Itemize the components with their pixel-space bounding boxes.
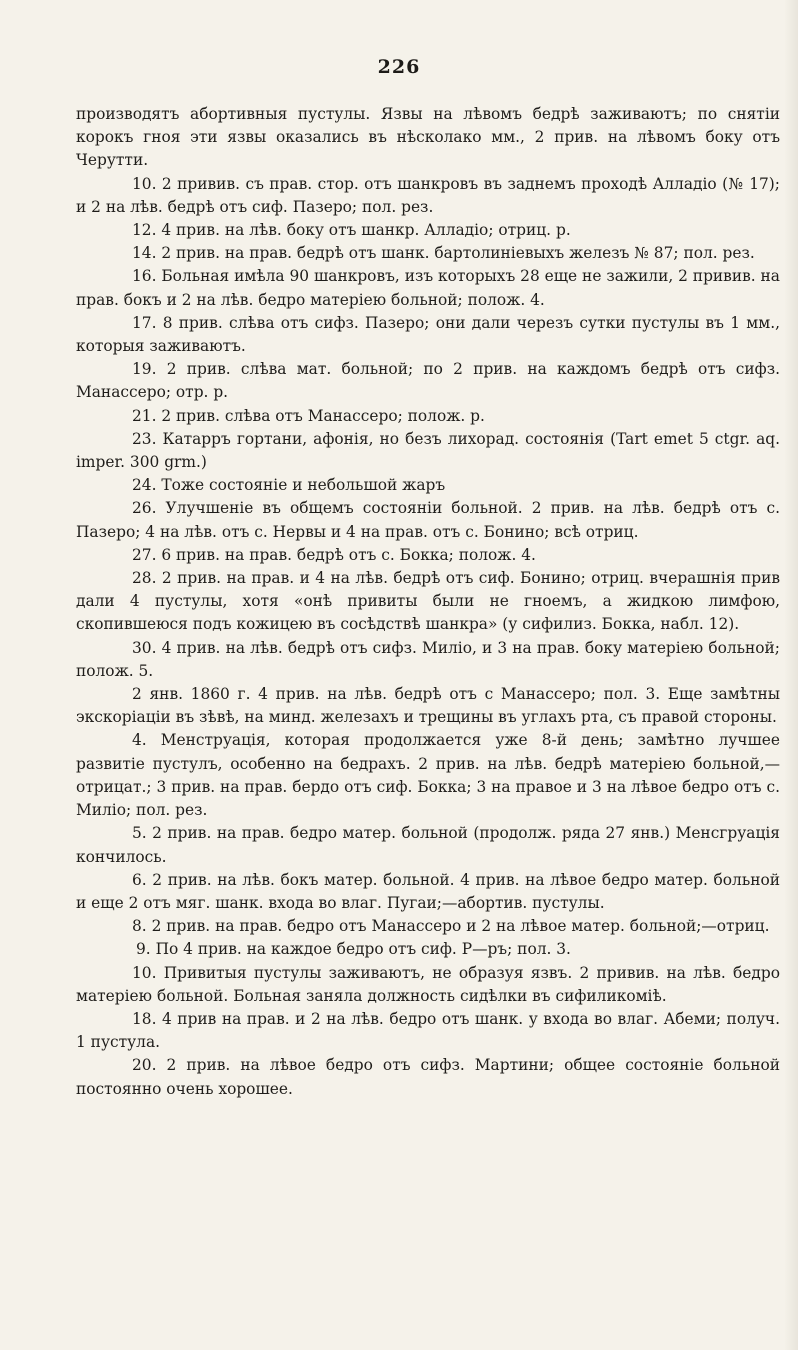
paragraph-4: 14. 2 прив. на прав. бедрѣ отъ шанк. бартолиніевыхъ железъ № 87; пол. рез. (132, 244, 755, 263)
paragraph-14: 30. 4 прив. на лѣв. бедрѣ отъ сифз. Миліо, и 3 на прав. боку матеріею больной; полож. 5. (76, 638, 780, 680)
paragraph-9: 23. Катарръ гортани, афонія, но безъ лихорад. состоянія (Tart emet 5 ctgr. aq. imper. 300 grm.) (76, 429, 780, 472)
paragraph-1: производятъ абортивныя пустулы. Язвы на лѣвомъ бедрѣ заживаютъ; по снятіи корокъ гноя эти язвы оказались въ нѣсколако мм., 2 прив. на лѣвомъ боку отъ Черутти. (76, 105, 780, 170)
paragraph-11: 26. Улучшеніе въ общемъ состояніи больной. 2 прив. на лѣв. бедрѣ отъ с. Пазеро; 4 на лѣв. отъ с. Нервы и 4 на прав. отъ с. Бонино; всѣ отриц. (76, 499, 780, 541)
paragraph-7: 19. 2 прив. слѣва мат. больной; по 2 прив. на каждомъ бедрѣ отъ сифз. Манассеро; отр. р. (76, 360, 780, 402)
paragraph-2: 10. 2 привив. съ прав. стор. отъ шанкровъ въ заднемъ проходѣ Алладіо (№ 17); и 2 на лѣв. бедрѣ отъ сиф. Пазеро; пол. рез. (76, 174, 780, 216)
paragraph-5: 16. Больная имѣла 90 шанкровъ, изъ которыхъ 28 еще не зажили, 2 привив. на прав. бокъ и 2 на лѣв. бедро матеріею больной; полож. 4. (76, 267, 780, 309)
paragraph-8: 21. 2 прив. слѣва отъ Манассеро; полож. р. (132, 406, 485, 425)
paragraph-22: 18. 4 прив на прав. и 2 на лѣв. бедро отъ шанк. у входа во влаг. Абеми; получ. 1 пустула. (76, 1009, 780, 1052)
paragraph-18: 6. 2 прив. на лѣв. бокъ матер. больной. 4 прив. на лѣвое бедро матер. больной и еще 2 отъ мяг. шанк. входа во влаг. Пугаи;—абортив. пустулы. (76, 870, 780, 912)
paragraph-12: 27. 6 прив. на прав. бедрѣ отъ с. Бокка; полож. 4. (132, 545, 536, 564)
page-number: 226 (377, 56, 421, 78)
page-edge-shadow (784, 0, 798, 1350)
paragraph-20: 9. По 4 прив. на каждое бедро отъ сиф. Р—ръ; пол. 3. (136, 940, 571, 959)
paragraph-21: 10. Привитыя пустулы заживаютъ, не образуя язвъ. 2 привив. на лѣв. бедро матеріею больной. Больная заняла должность сидѣлки въ сифиликоміѣ. (76, 963, 780, 1005)
paragraph-13: 28. 2 прив. на прав. и 4 на лѣв. бедрѣ отъ сиф. Бонино; отриц. вчерашнія прив дали 4 пустулы, хотя «онѣ привиты были не гноемъ, а жидкою лимфою, скопившеюся подъ кожицею въ сосѣдствѣ шанкра» (у сифилиз. Бокка, набл. 12). (76, 569, 780, 634)
paragraph-6: 17. 8 прив. слѣва отъ сифз. Пазеро; они дали черезъ сутки пустулы въ 1 мм., которыя заживаютъ. (76, 313, 780, 356)
paragraph-15: 2 янв. 1860 г. 4 прив. на лѣв. бедрѣ отъ с Манассеро; пол. 3. Еще замѣтны экскоріаціи въ зѣвѣ, на минд. железахъ и трещины въ углахъ рта, съ правой стороны. (76, 685, 780, 727)
paragraph-16: 4. Менструація, которая продолжается уже 8-й день; замѣтно лучшее развитіе пустулъ, особенно на бедрахъ. 2 прив. на лѣв. бедрѣ матеріею больной,—отрицат.; 3 прив. на прав. бердо отъ сиф. Бокка; 3 на правое и 3 на лѣвое бедро отъ с. Миліо; пол. рез. (76, 731, 780, 820)
body-text (76, 103, 780, 1101)
paragraph-3: 12. 4 прив. на лѣв. боку отъ шанкр. Алладіо; отриц. р. (132, 221, 571, 240)
paragraph-23: 20. 2 прив. на лѣвое бедро отъ сифз. Мартини; общее состояніе больной постоянно очень хорошее. (76, 1056, 780, 1098)
paragraph-19: 8. 2 прив. на прав. бедро отъ Манассеро и 2 на лѣвое матер. больной;—отриц. (132, 917, 770, 936)
paragraph-17: 5. 2 прив. на прав. бедро матер. больной (продолж. ряда 27 янв.) Менсгруація кончилось. (76, 824, 780, 866)
paragraph-10: 24. Тоже состояніе и небольшой жаръ (132, 476, 446, 495)
